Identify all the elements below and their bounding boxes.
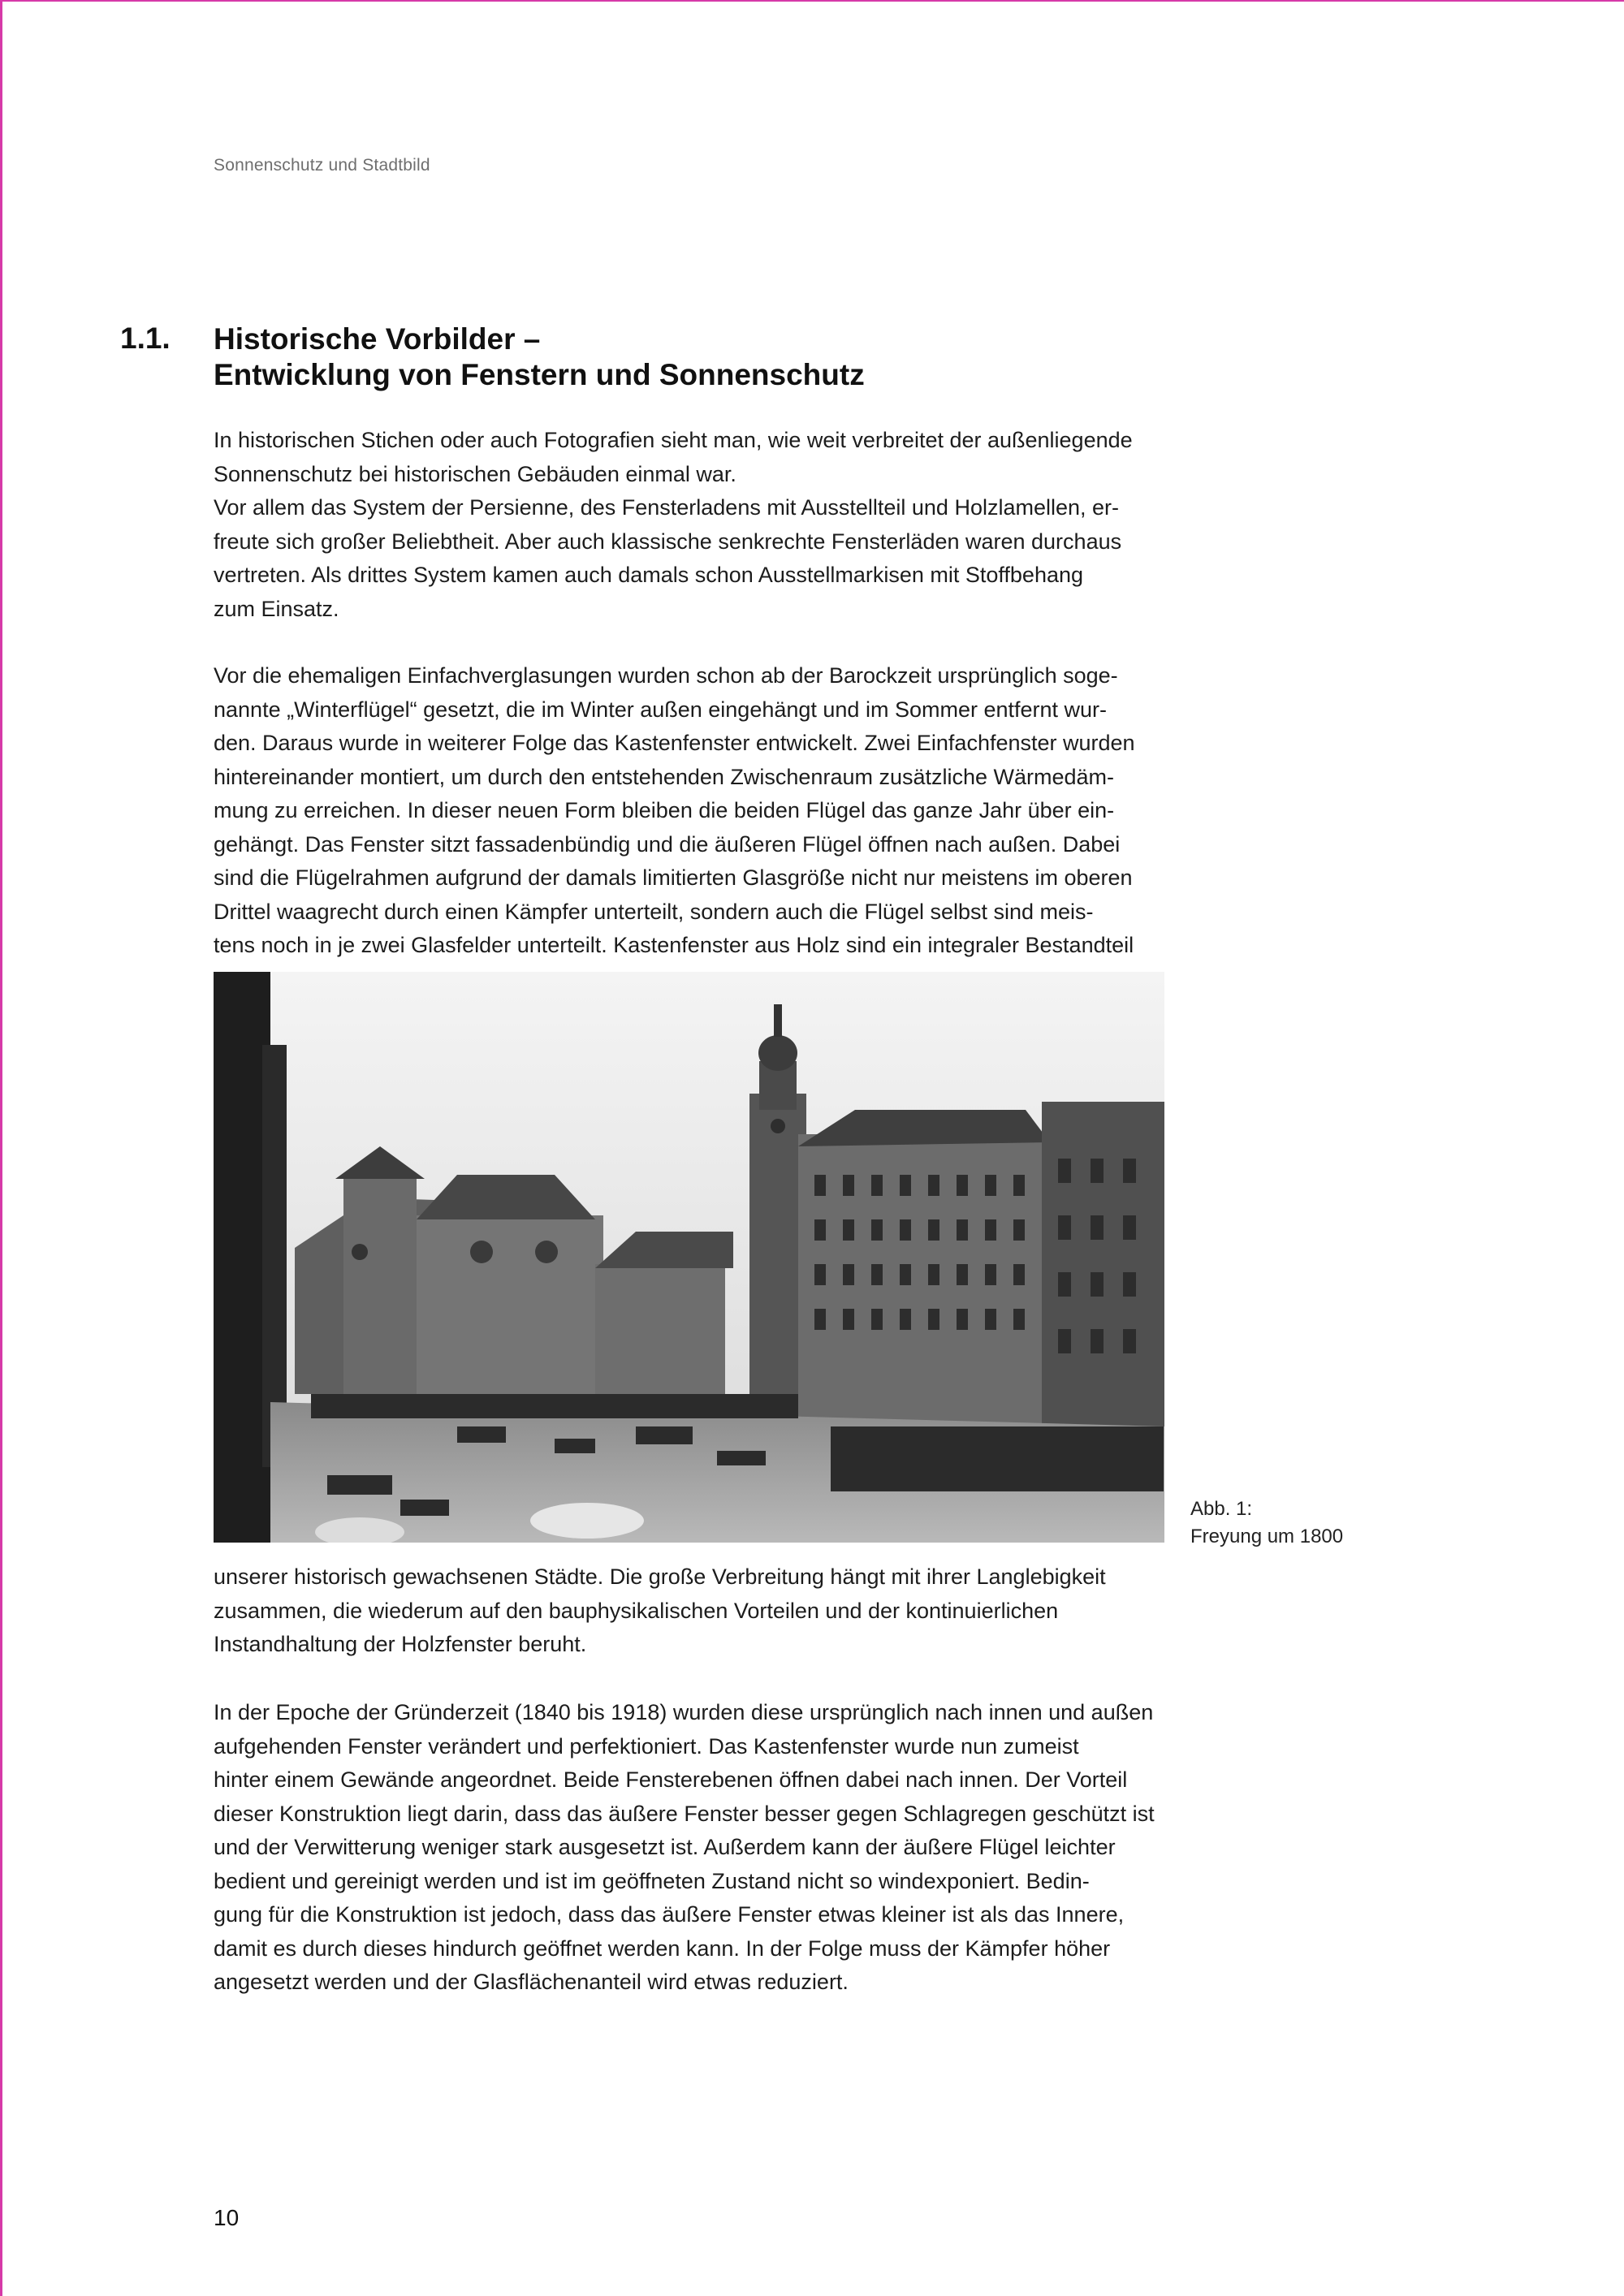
text-line: und der Verwitterung weniger stark ausgesetzt ist. Außerdem kann der äußere Flügel leichter (214, 1835, 1116, 1859)
paragraph-gruenderzeit (214, 1696, 1172, 2000)
text-line: vertreten. Als drittes System kamen auch damals schon Ausstellmarkisen mit Stoffbehang (214, 563, 1084, 587)
text-line: aufgehenden Fenster verändert und perfektioniert. Das Kastenfenster wurde nun zumeist (214, 1733, 1079, 1759)
section-title-line: Historische Vorbilder – (214, 322, 541, 356)
text-line: In historischen Stichen oder auch Fotografien sieht man, wie weit verbreitet der außenliegende (214, 428, 1133, 452)
text-line: In der Epoche der Gründerzeit (1840 bis 1918) wurden diese ursprünglich nach innen und außen (214, 1700, 1154, 1724)
figure-caption-label: Abb. 1: (1190, 1498, 1253, 1520)
figure-caption-text: Freyung um 1800 (1190, 1526, 1344, 1547)
paragraph-continuation (214, 1560, 1172, 1662)
section-number: 1.1. (120, 322, 171, 355)
text-line: Sonnenschutz bei historischen Gebäuden einmal war. (214, 461, 736, 486)
text-line: den. Daraus wurde in weiterer Folge das Kastenfenster entwickelt. Zwei Einfachfenster wurden (214, 731, 1135, 755)
paragraph-winterfluegel (214, 659, 1172, 963)
text-line: mung zu erreichen. In dieser neuen Form bleiben die beiden Flügel das ganze Jahr über ein- (214, 798, 1115, 822)
text-line: dieser Konstruktion liegt darin, dass das äußere Fenster besser gegen Schlagregen geschützt ist (214, 1801, 1155, 1826)
text-line: hintereinander montiert, um durch den entstehenden Zwischenraum zusätzliche Wärmedäm- (214, 764, 1115, 789)
text-line: gung für die Konstruktion ist jedoch, dass das äußere Fenster etwas kleiner ist als das Innere, (214, 1902, 1125, 1927)
text-line: bedient und gereinigt werden und ist im geöffneten Zustand nicht so windexponiert. Bedin- (214, 1868, 1090, 1893)
section-title (214, 322, 865, 393)
page-number: 10 (214, 2205, 240, 2230)
text-line: tens noch in je zwei Glasfelder unterteilt. Kastenfenster aus Holz sind ein integraler Bestandteil (214, 933, 1134, 957)
page-edge-top (0, 0, 1624, 2)
historical-photo-freyung (214, 972, 1164, 1543)
text-line: zum Einsatz. (214, 596, 339, 621)
section-title-line: Entwicklung von Fenstern und Sonnenschutz (214, 358, 865, 391)
text-line: zusammen, die wiederum auf den bauphysikalischen Vorteilen und der kontinuierlichen (214, 1598, 1059, 1623)
text-line: Drittel waagrecht durch einen Kämpfer unterteilt, sondern auch die Flügel selbst sind meis- (214, 899, 1094, 924)
text-line: damit es durch dieses hindurch geöffnet werden kann. In der Folge muss der Kämpfer höher (214, 1936, 1111, 1961)
text-line: hinter einem Gewände angeordnet. Beide Fensterebenen öffnen dabei nach innen. Der Vorteil (214, 1767, 1128, 1792)
text-line: unserer historisch gewachsenen Städte. Die große Verbreitung hängt mit ihrer Langlebigkeit (214, 1564, 1106, 1589)
text-line: sind die Flügelrahmen aufgrund der damals limitierten Glasgröße nicht nur meistens im oberen (214, 865, 1133, 890)
text-line: angesetzt werden und der Glasflächenanteil wird etwas reduziert. (214, 1970, 849, 1994)
text-line: gehängt. Das Fenster sitzt fassadenbündig und die äußeren Flügel öffnen nach außen. Dabei (214, 831, 1121, 857)
figure-caption (1190, 1495, 1343, 1551)
text-line: nannte „Winterflügel“ gesetzt, die im Winter außen eingehängt und im Sommer entfernt wur- (214, 697, 1108, 722)
page-edge-left (0, 0, 2, 2296)
text-line: Vor die ehemaligen Einfachverglasungen wurden schon ab der Barockzeit ursprünglich soge- (214, 663, 1118, 688)
paragraph-intro (214, 424, 1172, 626)
text-line: freute sich großer Beliebtheit. Aber auch klassische senkrechte Fensterläden waren durchaus (214, 529, 1122, 554)
text-line: Vor allem das System der Persienne, des Fensterladens mit Ausstellteil und Holzlamellen, er- (214, 495, 1120, 520)
text-line: Instandhaltung der Holzfenster beruht. (214, 1632, 587, 1656)
running-header: Sonnenschutz und Stadtbild (214, 156, 430, 175)
